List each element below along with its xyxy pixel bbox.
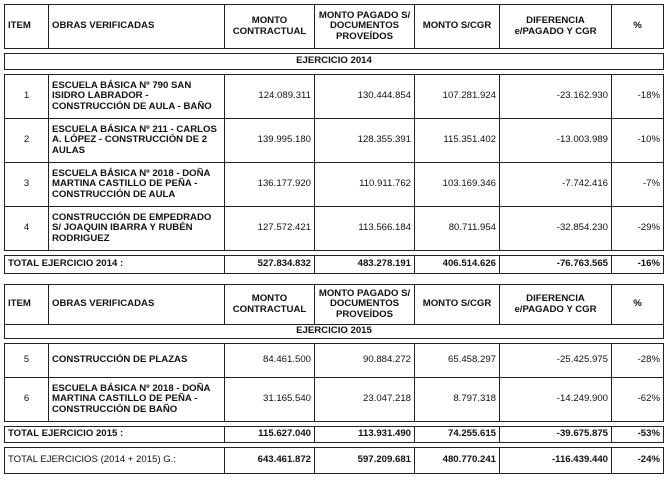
cell-cgr: 8.797.318 [415,378,500,422]
header-diferencia: DIFERENCIA e/PAGADO Y CGR [500,285,612,325]
header-item: ITEM [5,285,49,325]
header-monto-contractual: MONTO CONTRACTUAL [225,285,315,325]
cell-contractual: 136.177.920 [225,163,315,207]
cell-pct: -10% [612,119,664,163]
total-label: TOTAL EJERCICIO 2015 : [5,427,225,443]
cell-obra: ESCUELA BÁSICA Nº 2018 - DOÑA MARTINA CASTILLO DE PEÑA - CONSTRUCCIÓN DE AULA [49,163,225,207]
header-monto-pagado: MONTO PAGADO S/ DOCUMENTOS PROVEÍDOS [315,5,415,49]
cell-pct: -29% [612,207,664,251]
cell-cgr: 65.458.297 [415,344,500,378]
cell-obra: CONSTRUCCIÓN DE EMPEDRADO S/ JOAQUIN IBARRA Y RUBÉN RODRIGUEZ [49,207,225,251]
grand-total-cgr: 480.770.241 [415,448,500,474]
table-ejercicio-2014 [4,4,664,274]
grand-total-row [5,448,664,474]
table-row [5,207,664,251]
cell-contractual: 84.461.500 [225,344,315,378]
total-pagado: 113.931.490 [315,427,415,443]
table-row [5,378,664,422]
header-monto-contractual: MONTO CONTRACTUAL [225,5,315,49]
total-pct: -16% [612,256,664,274]
header-row [5,5,664,49]
cell-item: 3 [5,163,49,207]
cell-pagado: 113.566.184 [315,207,415,251]
total-contractual: 115.627.040 [225,427,315,443]
cell-pagado: 90.884.272 [315,344,415,378]
cell-item: 2 [5,119,49,163]
header-obras: OBRAS VERIFICADAS [49,5,225,49]
header-row [5,285,664,325]
table-row [5,75,664,119]
grand-total-contractual: 643.461.872 [225,448,315,474]
cell-cgr: 103.169.346 [415,163,500,207]
cell-contractual: 124.089.311 [225,75,315,119]
cell-item: 6 [5,378,49,422]
cell-obra: ESCUELA BÁSICA Nº 2018 - DOÑA MARTINA CASTILLO DE PEÑA - CONSTRUCCIÓN DE BAÑO [49,378,225,422]
cell-diferencia: -25.425.975 [500,344,612,378]
total-diferencia: -39.675.875 [500,427,612,443]
total-cgr: 74.255.615 [415,427,500,443]
total-diferencia: -76.763.565 [500,256,612,274]
grand-total-pct: -24% [612,448,664,474]
cell-pct: -28% [612,344,664,378]
cell-diferencia: -13.003.989 [500,119,612,163]
cell-item: 5 [5,344,49,378]
section-label-2014: EJERCICIO 2014 [5,54,664,70]
table-row [5,163,664,207]
section-row [5,325,664,339]
cell-pagado: 130.444.854 [315,75,415,119]
cell-cgr: 115.351.402 [415,119,500,163]
cell-obra: ESCUELA BÁSICA Nº 211 - CARLOS A. LÓPEZ - CONSTRUCCIÓN DE 2 AULAS [49,119,225,163]
header-pct: % [612,5,664,49]
cell-contractual: 31.165.540 [225,378,315,422]
header-monto-cgr: MONTO S/CGR [415,285,500,325]
table-ejercicio-2015 [4,284,664,474]
cell-pagado: 110.911.762 [315,163,415,207]
header-monto-pagado: MONTO PAGADO S/ DOCUMENTOS PROVEÍDOS [315,285,415,325]
cell-pct: -7% [612,163,664,207]
header-item: ITEM [5,5,49,49]
cell-diferencia: -7.742.416 [500,163,612,207]
cell-pagado: 128.355.391 [315,119,415,163]
total-row [5,256,664,274]
cell-contractual: 127.572.421 [225,207,315,251]
grand-total-pagado: 597.209.681 [315,448,415,474]
cell-cgr: 107.281.924 [415,75,500,119]
cell-diferencia: -14.249.900 [500,378,612,422]
cell-pct: -62% [612,378,664,422]
cell-obra: ESCUELA BÁSICA Nº 790 SAN ISIDRO LABRADOR - CONSTRUCCIÓN DE AULA - BAÑO [49,75,225,119]
cell-item: 4 [5,207,49,251]
cell-contractual: 139.995.180 [225,119,315,163]
cell-diferencia: -23.162.930 [500,75,612,119]
cell-cgr: 80.711.954 [415,207,500,251]
cell-diferencia: -32.854.230 [500,207,612,251]
total-pct: -53% [612,427,664,443]
grand-total-diferencia: -116.439.440 [500,448,612,474]
cell-pct: -18% [612,75,664,119]
total-pagado: 483.278.191 [315,256,415,274]
header-diferencia: DIFERENCIA e/PAGADO Y CGR [500,5,612,49]
section-label-2015: EJERCICIO 2015 [5,325,664,339]
cell-item: 1 [5,75,49,119]
total-label: TOTAL EJERCICIO 2014 : [5,256,225,274]
header-pct: % [612,285,664,325]
total-row [5,427,664,443]
grand-total-label: TOTAL EJERCICIOS (2014 + 2015) G.: [5,448,225,474]
cell-obra: CONSTRUCCIÓN DE PLAZAS [49,344,225,378]
table-row [5,344,664,378]
total-cgr: 406.514.626 [415,256,500,274]
header-obras: OBRAS VERIFICADAS [49,285,225,325]
total-contractual: 527.834.832 [225,256,315,274]
section-row [5,54,664,70]
cell-pagado: 23.047.218 [315,378,415,422]
header-monto-cgr: MONTO S/CGR [415,5,500,49]
table-row [5,119,664,163]
